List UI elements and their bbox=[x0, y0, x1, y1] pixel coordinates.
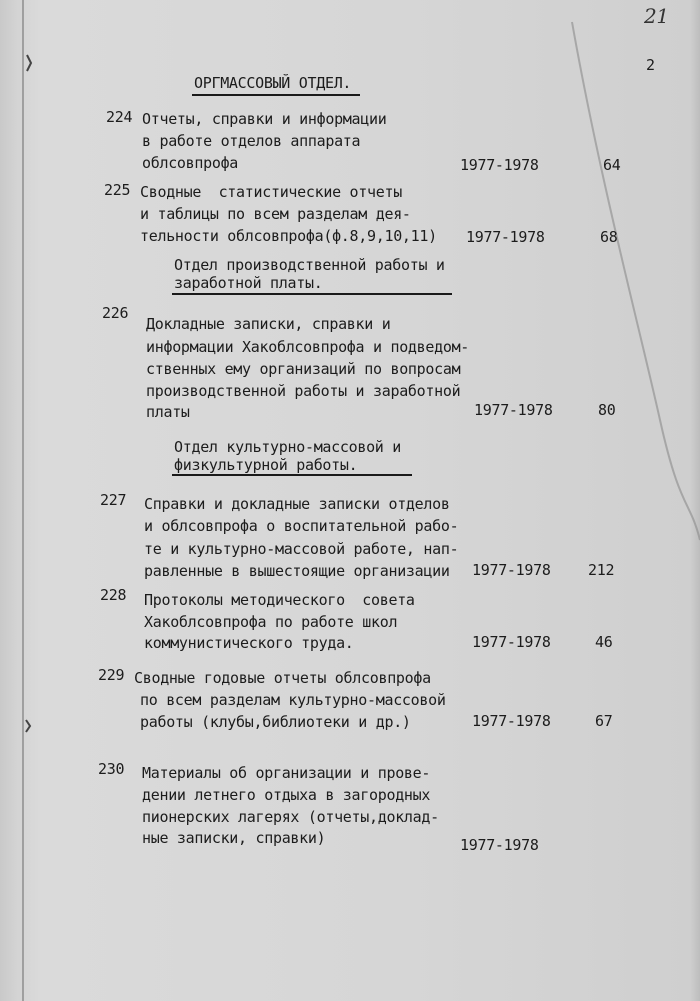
entry-line: в работе отделов аппарата bbox=[142, 132, 361, 150]
entry-line: ные записки, справки) bbox=[142, 829, 326, 847]
entry-line: тельности облсовпрофа(ф.8,9,10,11) bbox=[140, 227, 437, 245]
entry-number: 227 bbox=[100, 491, 127, 509]
entry-line: Отчеты, справки и информации bbox=[142, 110, 387, 128]
entry-years: 1977-1978 bbox=[472, 712, 551, 730]
entry-line: и облсовпрофа о воспитательной рабо- bbox=[144, 517, 459, 535]
entry-count: 68 bbox=[600, 228, 618, 246]
entry-line: Хакоблсовпрофа по работе школ bbox=[144, 613, 398, 631]
section-heading-line: заработной платы. bbox=[174, 274, 323, 292]
entry-line: Сводные годовые отчеты облсовпрофа bbox=[134, 669, 431, 687]
entry-years: 1977-1978 bbox=[460, 836, 539, 854]
section-heading-line: Отдел производственной работы и bbox=[174, 256, 445, 274]
entry-line: Протоколы методического совета bbox=[144, 591, 415, 609]
entry-line: равленные в вышестоящие организации bbox=[144, 562, 450, 580]
section-heading-line: Отдел культурно-массовой и bbox=[174, 438, 402, 456]
entry-line: ственных ему организаций по вопросам bbox=[146, 360, 461, 378]
entry-number: 224 bbox=[106, 108, 133, 126]
section-underline bbox=[172, 293, 452, 295]
entry-count: 80 bbox=[598, 401, 616, 419]
entry-count: 67 bbox=[595, 712, 613, 730]
page-number: 2 bbox=[646, 56, 655, 74]
entry-years: 1977-1978 bbox=[466, 228, 545, 246]
entry-line: Материалы об организации и прове- bbox=[142, 764, 431, 782]
entry-number: 229 bbox=[98, 666, 125, 684]
entry-line: пионерских лагерях (отчеты,доклад- bbox=[142, 808, 439, 826]
entry-count: 64 bbox=[603, 156, 621, 174]
entry-number: 230 bbox=[98, 760, 125, 778]
entry-count: 46 bbox=[595, 633, 613, 651]
entry-years: 1977-1978 bbox=[474, 401, 553, 419]
entry-line: те и культурно-массовой работе, нап- bbox=[144, 540, 459, 558]
entry-line: Докладные записки, справки и bbox=[146, 315, 391, 333]
entry-number: 228 bbox=[100, 586, 127, 604]
entry-line: коммунистического труда. bbox=[144, 634, 354, 652]
entry-count: 212 bbox=[588, 561, 615, 579]
entry-number: 225 bbox=[104, 181, 131, 199]
entry-line: работы (клубы,библиотеки и др.) bbox=[140, 713, 411, 731]
section-underline bbox=[172, 474, 412, 476]
title-underline bbox=[192, 94, 360, 96]
entry-number: 226 bbox=[102, 304, 129, 322]
entry-line: информации Хакоблсовпрофа и подведом- bbox=[146, 338, 470, 356]
entry-line: Справки и докладные записки отделов bbox=[144, 495, 450, 513]
entry-years: 1977-1978 bbox=[472, 633, 551, 651]
entry-line: облсовпрофа bbox=[142, 154, 239, 172]
entry-line: Сводные статистические отчеты bbox=[140, 183, 402, 201]
folio-number: 21 bbox=[644, 4, 669, 28]
entry-line: по всем разделам культурно-массовой bbox=[140, 691, 446, 709]
entry-years: 1977-1978 bbox=[472, 561, 551, 579]
entry-years: 1977-1978 bbox=[460, 156, 539, 174]
entry-line: производственной работы и заработной bbox=[146, 382, 461, 400]
entry-line: и таблицы по всем разделам дея- bbox=[140, 205, 411, 223]
entry-line: дении летнего отдыха в загородных bbox=[142, 786, 431, 804]
entry-line: платы bbox=[146, 403, 190, 421]
section-heading-line: физкультурной работы. bbox=[174, 456, 358, 474]
page-title: ОРГМАССОВЫЙ ОТДЕЛ. bbox=[194, 74, 352, 92]
